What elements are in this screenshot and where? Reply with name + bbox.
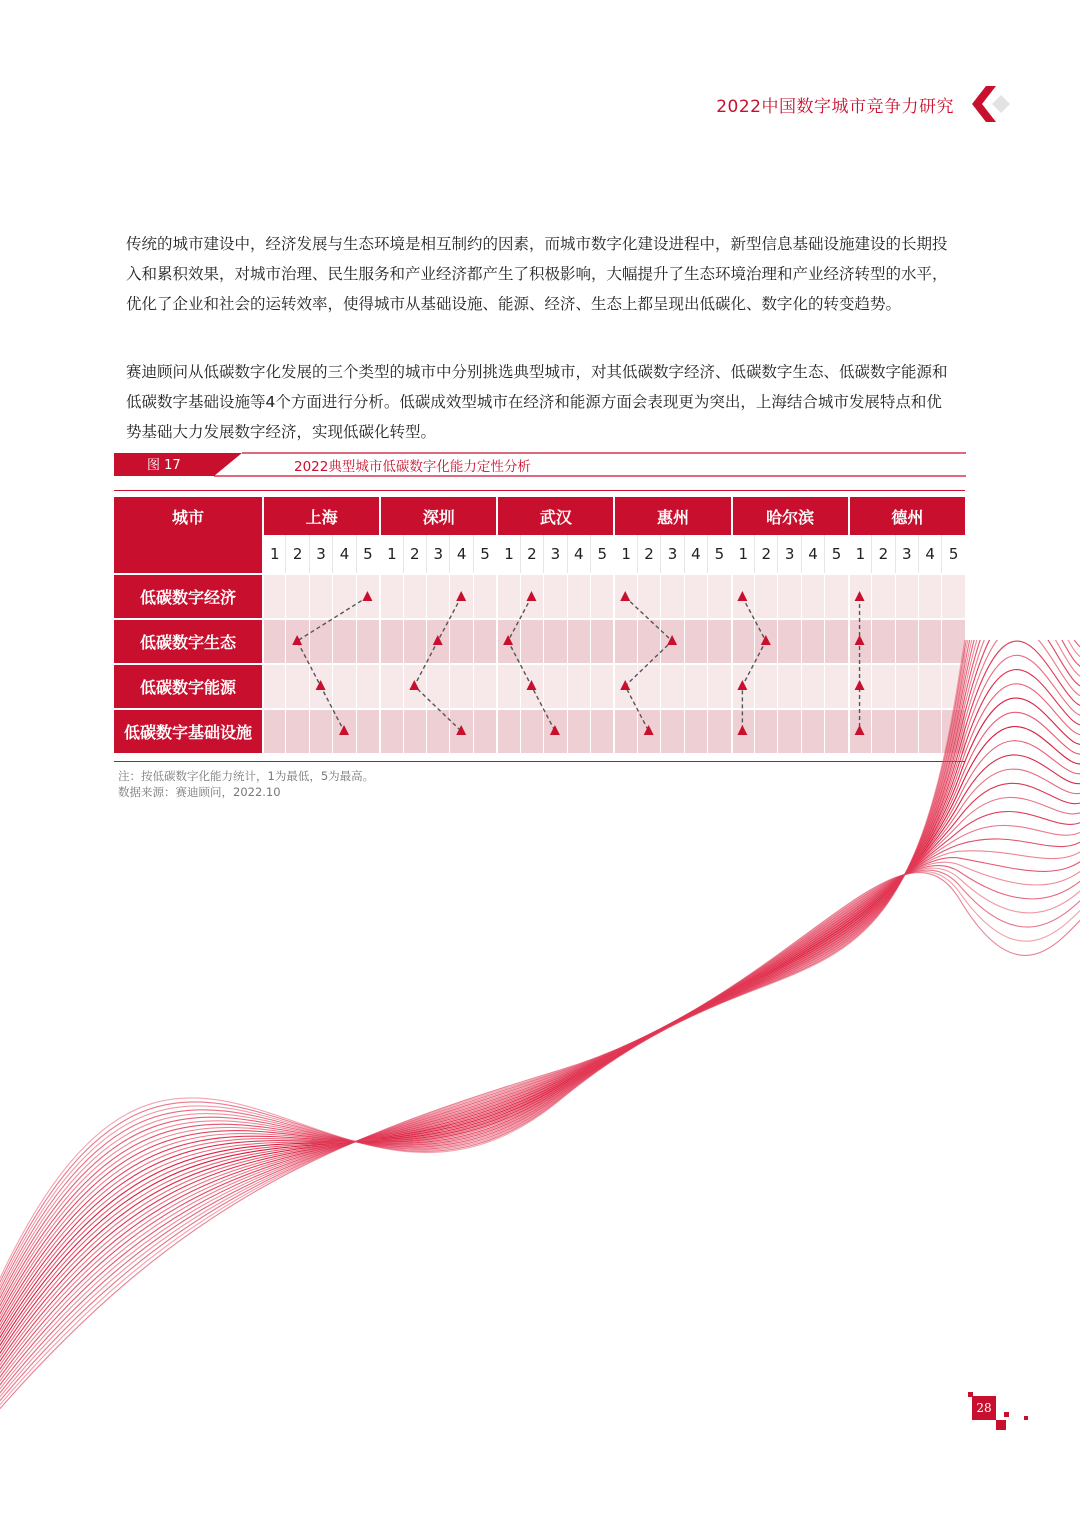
wave-line [0,640,1080,1304]
rating-cell [871,573,894,618]
city-header: 深圳 [379,497,496,535]
scale-number: 2 [520,535,543,573]
figure-caption-bar [114,450,966,478]
rating-cell [262,573,285,618]
scale-number: 2 [871,535,894,573]
decor-square [996,1420,1006,1430]
rating-cell [403,573,426,618]
wave-line [0,870,1080,1413]
wave-line [0,862,1080,1402]
wave-line [0,640,1080,1315]
scale-number: 2 [754,535,777,573]
scale-number: 1 [496,535,519,573]
wave-line [0,854,1080,1399]
decor-square [1024,1416,1028,1420]
wave-line [0,640,1080,1300]
scale-number: 4 [449,535,472,573]
city-header: 武汉 [496,497,613,535]
scale-number: 5 [824,535,847,573]
rating-cell [637,573,660,618]
city-header-row [114,497,965,535]
scale-number: 4 [332,535,355,573]
wave-line [0,640,1080,1311]
scale-number: 1 [848,535,871,573]
scale-number: 3 [777,535,800,573]
wave-line [0,640,1080,1333]
scale-number: 2 [403,535,426,573]
city-header: 惠州 [613,497,730,535]
rating-cell [590,573,613,618]
rating-cell [941,573,965,618]
scale-number: 4 [918,535,941,573]
scale-number: 3 [660,535,683,573]
wave-line [0,726,1080,1361]
wave-line [0,873,1080,1420]
scale-number: 1 [613,535,636,573]
scale-row-corner [114,535,262,573]
wave-line [0,670,1080,1348]
rating-cell [473,573,496,618]
data-source-note: 数据来源：赛迪顾问，2022.10 [118,785,281,799]
rating-cell [801,573,824,618]
corner-label: 城市 [114,497,262,535]
rating-cell [660,573,683,618]
wave-line [0,712,1080,1358]
wave-line [0,797,1080,1380]
decorative-wave-lines [0,640,1080,1527]
rating-cell [426,573,449,618]
rating-cell [848,573,871,618]
scale-number: 5 [356,535,379,573]
figure-title: 2022典型城市低碳数字化能力定性分析 [294,459,531,475]
body-paragraph-1: 传统的城市建设中，经济发展与生态环境是相互制约的因素，而城市数字化建设进程中，新型信息基础设施建设的长期投入和累积效果，对城市治理、民生服务和产业经济都产生了积极影响，大幅提升了生态环境治理和产业经济转型的水平，优化了企业和社会的运转效率，使得城市从基础设施、能源、经济、生态上都呈现出低碳化、数字化的转变趋势。 [126,235,948,313]
dimension-label: 低碳数字基础设施 [114,708,262,753]
rating-cell [731,573,754,618]
scale-number: 3 [309,535,332,573]
wave-line [0,640,1080,1336]
scale-number: 4 [567,535,590,573]
rating-cell [754,573,777,618]
scale-number: 4 [684,535,707,573]
wave-line [0,684,1080,1351]
city-header: 上海 [262,497,379,535]
rating-cell [309,573,332,618]
rating-cell [567,573,590,618]
scale-row [114,535,965,573]
rating-cell [449,573,472,618]
table-note: 注：按低碳数字化能力统计，1为最低，5为最高。 [118,769,375,783]
scale-number: 1 [379,535,402,573]
scale-number: 5 [707,535,730,573]
wave-line [0,871,1080,1416]
scale-number: 4 [801,535,824,573]
page-number: 28 [972,1396,996,1420]
decor-square [968,1392,973,1397]
dimension-label: 低碳数字能源 [114,663,262,708]
rating-cell [777,573,800,618]
rating-cell [895,573,918,618]
wave-line [0,640,1080,1322]
wave-line [0,640,1080,1325]
wave-line [0,698,1080,1355]
city-header: 哈尔滨 [731,497,848,535]
city-header: 德州 [848,497,965,535]
wave-line [0,741,1080,1366]
wave-line [0,866,1080,1406]
rating-cell [613,573,636,618]
rating-cell [285,573,308,618]
dimension-row [114,573,965,618]
rating-cell [379,573,402,618]
scale-number: 5 [590,535,613,573]
rating-cell [332,573,355,618]
rating-cell [918,573,941,618]
scale-number: 5 [941,535,965,573]
rating-cell [824,573,847,618]
rating-cell [496,573,519,618]
scale-number: 3 [543,535,566,573]
rating-cell [684,573,707,618]
rating-cell [520,573,543,618]
report-title: 2022中国数字城市竞争力研究 [716,97,954,117]
scale-number: 2 [637,535,660,573]
rating-cell [543,573,566,618]
scale-number: 2 [285,535,308,573]
scale-number: 1 [731,535,754,573]
body-paragraph-2: 赛迪顾问从低碳数字化发展的三个类型的城市中分别挑选典型城市，对其低碳数字经济、低碳数字生态、低碳数字能源和低碳数字基础设施等4个方面进行分析。低碳成效型城市在经济和能源方面会表现更为突出，上海结合城市发展特点和优势基础大力发展数字经济，实现低碳化转型。 [126,363,948,441]
scale-number: 3 [426,535,449,573]
figure-number: 图 17 [147,458,181,473]
rating-cell [707,573,730,618]
report-logo-icon [968,86,1014,122]
scale-number: 5 [473,535,496,573]
table-top-rule [114,490,965,491]
dimension-label: 低碳数字经济 [114,573,262,618]
decor-square [1004,1412,1009,1417]
scale-number: 1 [262,535,285,573]
rating-cell [356,573,379,618]
dimension-label: 低碳数字生态 [114,618,262,663]
scale-number: 3 [895,535,918,573]
